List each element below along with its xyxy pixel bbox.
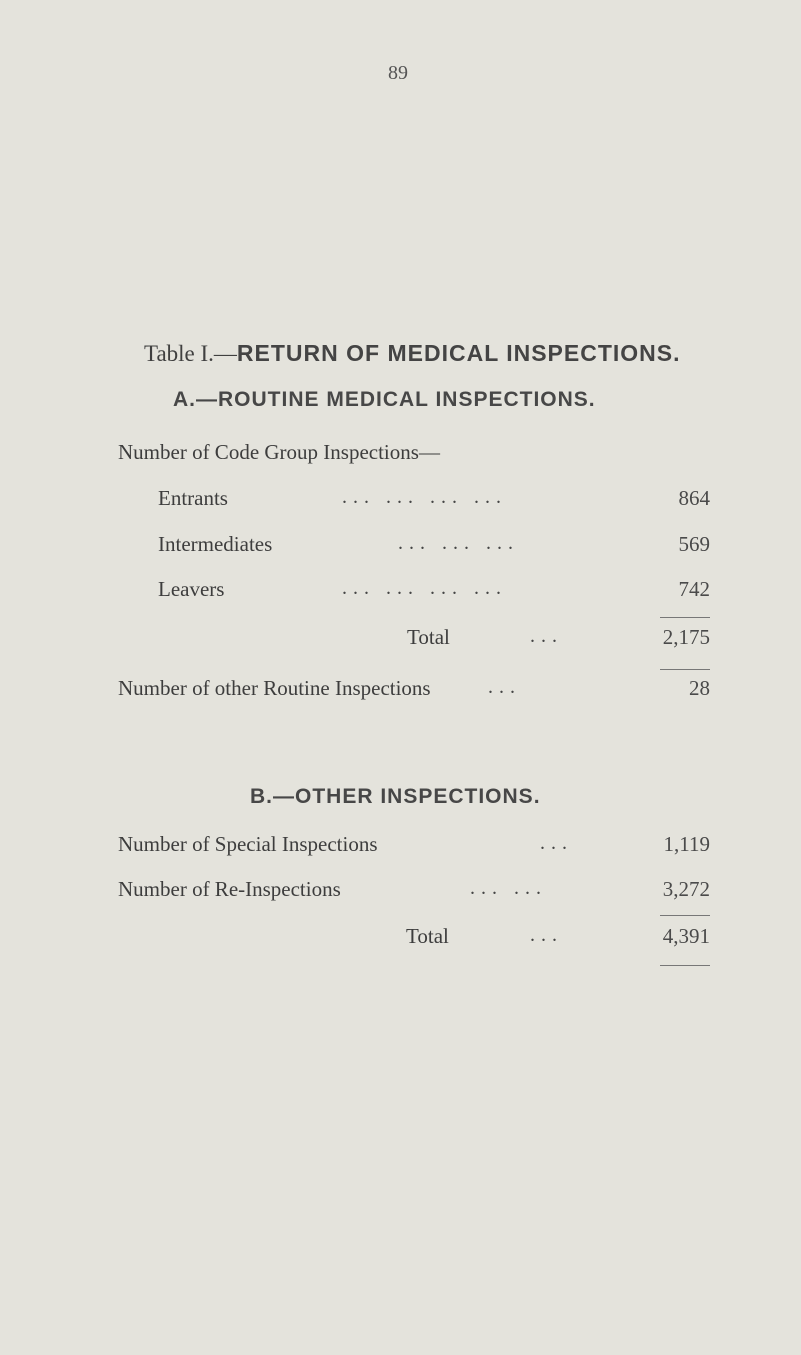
row-label-leavers: Leavers bbox=[158, 577, 225, 601]
value-intermediates: 569 bbox=[678, 532, 710, 556]
value-leavers: 742 bbox=[678, 577, 710, 601]
total-label: Total bbox=[406, 924, 449, 948]
leader-dots: ... ... bbox=[470, 877, 547, 899]
sum-rule bbox=[660, 915, 710, 916]
row-label-intermediates: Intermediates bbox=[158, 532, 273, 556]
leader-dots: ... bbox=[540, 832, 573, 854]
table-title bbox=[144, 340, 681, 367]
page-number: 89 bbox=[388, 62, 408, 84]
table-heading: RETURN OF MEDICAL INSPECTIONS. bbox=[236, 340, 681, 366]
leader-dots: ... bbox=[488, 676, 521, 698]
row-label-special: Number of Special Inspections bbox=[118, 832, 378, 856]
row-label-other-routine: Number of other Routine Inspections bbox=[118, 676, 431, 700]
table-label: Table I.— bbox=[144, 341, 237, 366]
value-entrants: 864 bbox=[678, 486, 710, 510]
code-group-heading: Number of Code Group Inspections— bbox=[118, 440, 440, 464]
section-a-heading: A.—ROUTINE MEDICAL INSPECTIONS. bbox=[173, 388, 596, 411]
leader-dots: ... bbox=[530, 924, 563, 946]
value-other-routine: 28 bbox=[689, 676, 710, 700]
leader-dots: ... bbox=[530, 625, 563, 647]
row-label-entrants: Entrants bbox=[158, 486, 228, 510]
leader-dots: ... ... ... bbox=[398, 532, 519, 554]
value-special: 1,119 bbox=[663, 832, 710, 856]
section-b-heading: B.—OTHER INSPECTIONS. bbox=[250, 785, 541, 808]
sum-rule bbox=[660, 669, 710, 670]
leader-dots: ... ... ... ... bbox=[342, 486, 507, 508]
leader-dots: ... ... ... ... bbox=[342, 577, 507, 599]
sum-rule bbox=[660, 617, 710, 618]
total-value: 4,391 bbox=[662, 924, 710, 948]
total-label: Total bbox=[407, 625, 450, 649]
value-reinspections: 3,272 bbox=[662, 877, 710, 901]
row-label-reinspections: Number of Re-Inspections bbox=[118, 877, 341, 901]
total-value: 2,175 bbox=[662, 625, 710, 649]
sum-rule bbox=[660, 965, 710, 966]
